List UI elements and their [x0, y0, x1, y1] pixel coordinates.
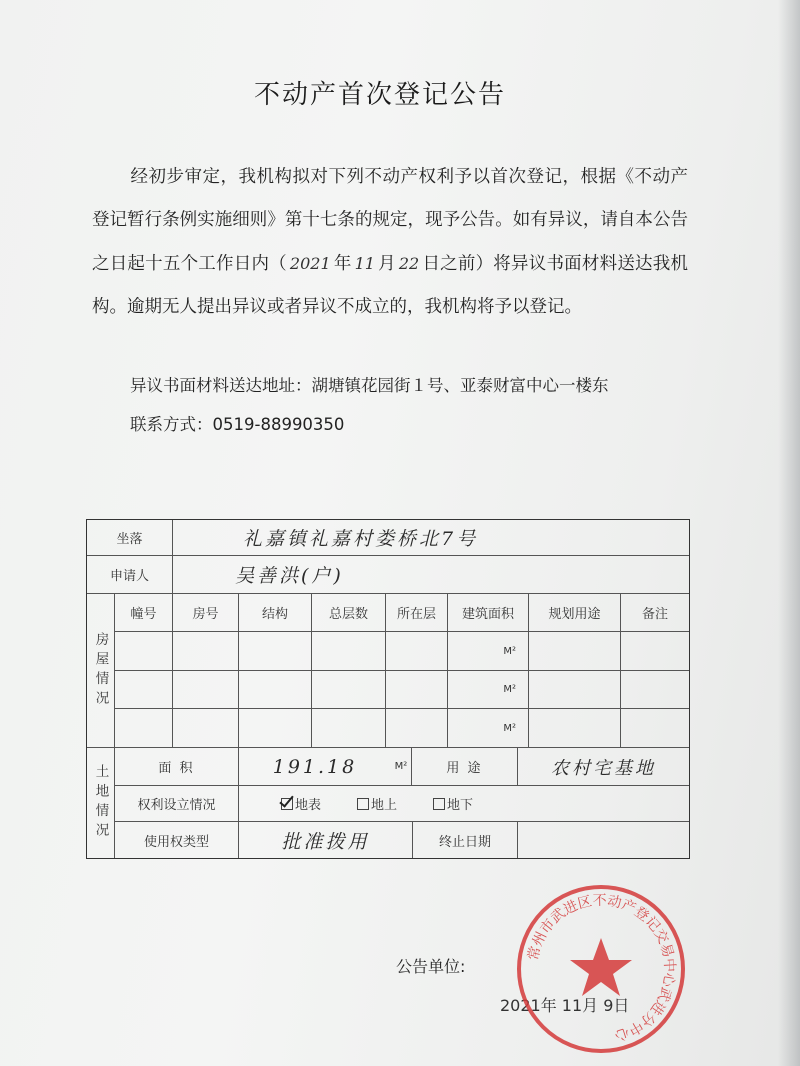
- publisher-label: 公告单位:: [396, 957, 466, 976]
- house-cell: [529, 671, 621, 709]
- checked-box-icon[interactable]: [281, 798, 293, 810]
- rights-option-below[interactable]: 地下: [433, 794, 473, 813]
- house-cell: [386, 671, 448, 709]
- house-cell: [115, 709, 173, 748]
- handwritten-month: 11: [354, 254, 375, 273]
- property-table: [86, 519, 690, 859]
- house-cell: [115, 671, 173, 709]
- house-section-label: 房屋情况: [87, 594, 115, 748]
- area-unit: M²: [448, 671, 529, 709]
- handwritten-year: 2021: [289, 254, 331, 273]
- paragraph-text-2: 日之前）将异议书面材料送达我机构。逾期无人提出异议或者异议不成立的，我机构将予以登记。: [92, 254, 688, 317]
- land-area-unit: M²: [391, 748, 412, 786]
- official-seal-icon: [512, 880, 690, 1058]
- house-cell: [115, 632, 173, 671]
- paper-edge-shadow: [778, 0, 800, 1066]
- rights-label: 权利设立情况: [115, 786, 239, 822]
- land-area-label: 面 积: [115, 748, 239, 786]
- land-use-value: 农村宅基地: [518, 748, 689, 786]
- seal-arc-text: 常州市武进区不动产登记交易中心武进分中心: [525, 892, 678, 1044]
- house-cell: [621, 632, 689, 671]
- location-value: 礼嘉镇礼嘉村娄桥北7号: [173, 520, 689, 556]
- notice-paragraph: [92, 156, 688, 329]
- house-cell: [621, 709, 689, 748]
- house-cell: [173, 709, 239, 748]
- month-unit: 月: [377, 254, 396, 274]
- house-cell: [386, 709, 448, 748]
- empty-box-icon[interactable]: [357, 798, 369, 810]
- header-structure: 结构: [239, 594, 312, 632]
- header-remarks: 备注: [621, 594, 689, 632]
- notice-title: 不动产首次登记公告: [253, 80, 506, 110]
- house-cell: [173, 632, 239, 671]
- house-cell: [312, 671, 386, 709]
- house-cell: [239, 671, 312, 709]
- area-unit: M²: [448, 709, 529, 748]
- empty-box-icon[interactable]: [433, 798, 445, 810]
- rights-option-surface[interactable]: 地表: [281, 794, 321, 813]
- paragraph-text-1: 经初步审定，我机构拟对下列不动产权利予以首次登记，根据《不动产登记暂行条例实施细则》第十七条的规定，现予公告。如有异议，请自本公告之日起十五个工作日内（: [92, 167, 688, 274]
- handwritten-day: 22: [398, 254, 420, 273]
- land-area-value: 191.18: [272, 755, 358, 778]
- rights-options: [239, 786, 689, 822]
- house-cell: [173, 671, 239, 709]
- header-building-area: 建筑面积: [448, 594, 529, 632]
- house-cell: [621, 671, 689, 709]
- location-label: 坐落: [87, 520, 173, 556]
- end-date-value: [518, 822, 689, 858]
- house-cell: [386, 632, 448, 671]
- rights-option-above[interactable]: 地上: [357, 794, 397, 813]
- header-floor: 所在层: [386, 594, 448, 632]
- house-cell: [239, 709, 312, 748]
- publish-date: 2021年 11月 9日: [500, 996, 630, 1015]
- header-total-floors: 总层数: [312, 594, 386, 632]
- header-room-no: 房号: [173, 594, 239, 632]
- applicant-value: 吴善洪(户): [173, 556, 689, 594]
- seal-star-icon: [570, 938, 632, 996]
- land-use-label: 用 途: [412, 748, 518, 786]
- usage-type-value: 批准拨用: [239, 822, 413, 858]
- year-unit: 年: [333, 254, 352, 274]
- land-section-label: 土地情况: [87, 748, 115, 858]
- header-planned-use: 规划用途: [529, 594, 621, 632]
- end-date-label: 终止日期: [413, 822, 518, 858]
- address-line: 异议书面材料送达地址：湖塘镇花园街１号、亚泰财富中心一楼东: [130, 376, 609, 395]
- house-cell: [312, 632, 386, 671]
- area-unit: M²: [448, 632, 529, 671]
- contact-line: 联系方式：0519-88990350: [130, 415, 345, 434]
- land-area-cell: [239, 748, 391, 786]
- house-cell: [239, 632, 312, 671]
- house-cell: [529, 709, 621, 748]
- applicant-label: 申请人: [87, 556, 173, 594]
- house-cell: [529, 632, 621, 671]
- usage-type-label: 使用权类型: [115, 822, 239, 858]
- house-cell: [312, 709, 386, 748]
- header-building-no: 幢号: [115, 594, 173, 632]
